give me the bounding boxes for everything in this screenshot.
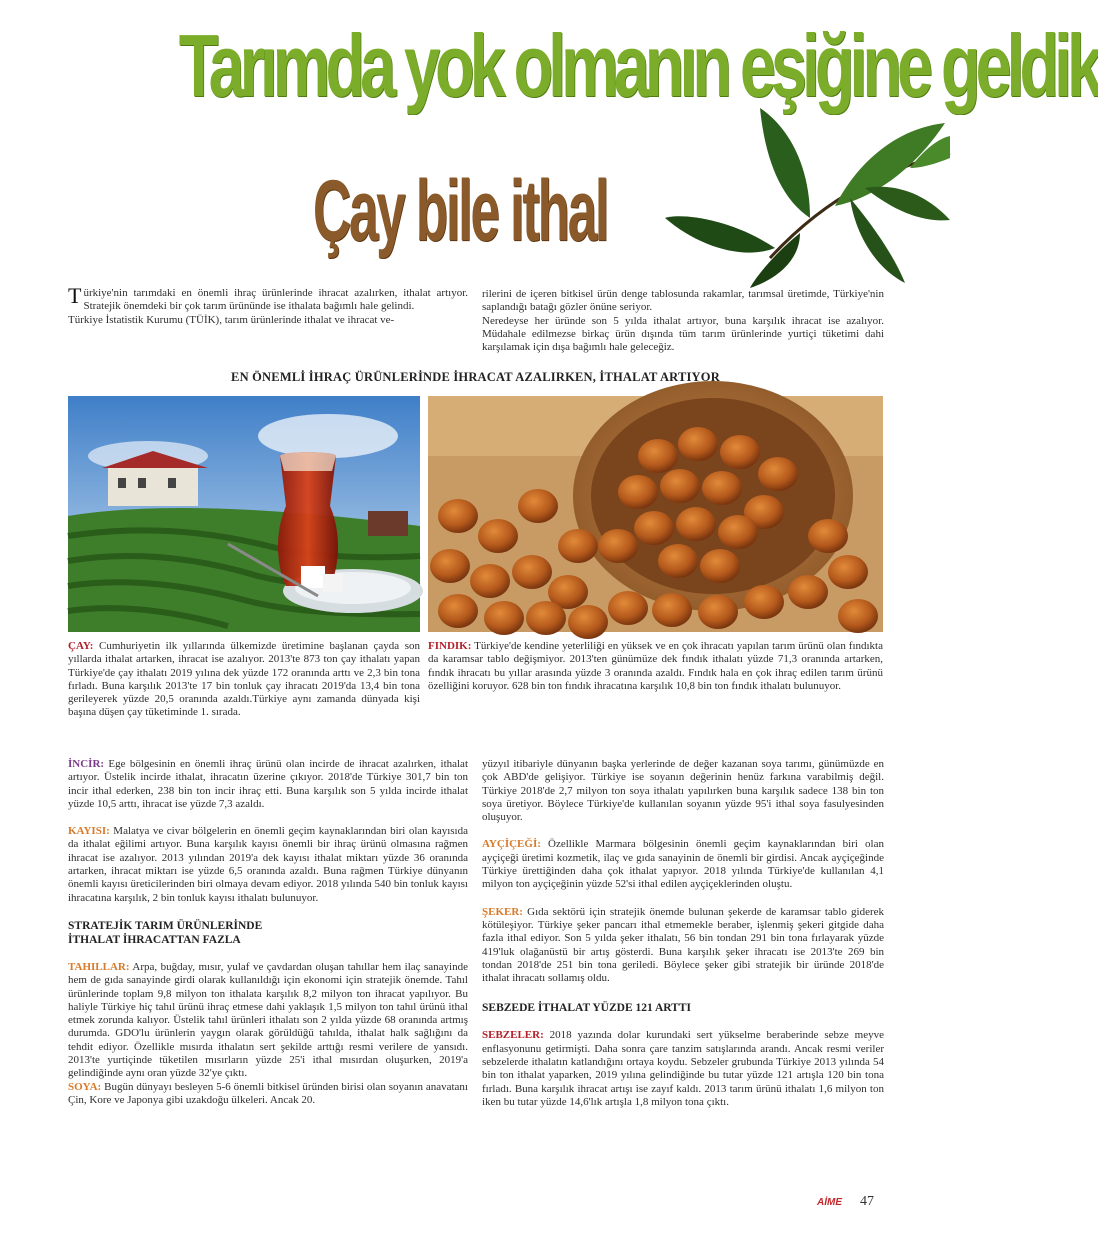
seker-text: Gıda sektörü için stratejik önemde bulunan şekerde de karamsar tablo giderek kötüleşiyor. Türkiye şeker pancarı ithal etmemekle beraber, işlenmiş şekeri gitgide daha fazla ithal ediyor. Son 5 yılda şeker ithalatı, 56 bin tondan 291 bin tona fırlayarak yüzde 419'luk olağanüstü bir artış gösterdi. Buna karşılık şeker ihracatı ise 2013'te 269 bin tondan 2018'de 251 bin tona geriledi. Böylece şeker gibi stratejik bir üründe 2018'de ithalat ihracatı sollamış oldu. (482, 905, 884, 985)
strategic-title-line1: STRATEJİK TARIM ÜRÜNLERİNDE (68, 919, 263, 932)
right-column (482, 758, 884, 1109)
tahillar-text: Arpa, buğday, mısır, yulaf ve çavdardan oluşan tahıllar hem ilaç sanayinde hem de gıda sanayinde girdi olarak kullanıldığı için ekonomi için stratejik önemde. Tahıl ürünlerinde toplam 9,8 milyon ton ithalata karşılık 8,2 milyon ton ihracat yapılıyor. Bu haliyle Türkiye hiç tahıl ürünü ihraç etmese dahi yaklaşık 1,5 milyon ton tahıl ürünü ithal etmek zorunda kalıyor. Üstelik tahıl ürünleri ithalatı son 2 yılda yüzde 68 oranında artmış durumda. GDO'lu ürünlerin yaygın olarak görüldüğü tahılda, ithalat halk sağlığını da tehdit ediyor. Özellikle mısırda ithalatın sert şekilde arttığı resmi verilere de yansıdı. 2013'te yurtiçinde tüketilen mısırların yüzde 25'i ithal mısırdan oluşurken, 2019'a gelindiğinde aynı oran yüzde 32'ye çıktı. (68, 960, 468, 1080)
intro-right-p1: rilerini de içeren bitkisel ürün denge tablosunda rakamlar, tarımsal üretimde, Türkiye'nin saplandığı batağı gözler önüne seriyor. (482, 288, 884, 314)
subheadline: Çay bile ithal (312, 163, 608, 259)
drop-cap: T (68, 283, 82, 308)
soya-continued: yüzyıl itibariyle dünyanın başka yerlerinde de değer kazanan soya tarımı, günümüzde en çok ABD'de gelişiyor. Türkiye ise soyanın değerinin henüz farkına varabilmiş değil. Türkiye 2018'de 2,7 milyon ton soya ithalatı yapılırken buna karşılık sadece 138 bin ton soya üretiyor. Böylece Türkiye'de kullanılan soyanın yüzde 95'i ithal soya fasulyesinden oluşuyor. (482, 758, 884, 824)
tea-glass-plantation-photo (68, 396, 420, 632)
sebze-title: SEBZEDE İTHALAT YÜZDE 121 ARTTI (482, 1002, 691, 1015)
incir-text: Ege bölgesinin en önemli ihraç ürünü olan incirde de ihracat azalırken, ithalat artıyor. Üstelik incirde ithalat, ihracatın üzerine çıkıyor. 2018'de Türkiye 301,7 bin ton incir ithal ederken, 238 bin ton incir ihraç etti. Buna karşılık son 5 yılda incirde ithalat yüzde 10,5 arttı, ihracat ise yüzde 7,3 azaldı. (68, 758, 468, 810)
soya-label: SOYA: (68, 1080, 102, 1093)
headline: Tarımda yok olmanın eşiğine geldik (178, 16, 1098, 115)
findik-text: Türkiye'de kendine yeterliliği en yüksek ve en çok ihracatı yapılan tarım ürünü olan fındıkta da karamsar tablo değişmiyor. 2013'ten günümüze dek fındık ithalatı yüzde 71,3 oranında artarken, fındık ihracatı bu yıllar arasında yüzde 3 oranında azaldı. Fındık hala en çok ihraç edilen tarım ürünü özelliğini koruyor. 628 bin ton fındık ihracatına karşılık 10,8 bin ton fındık ithalatı bulunuyor. (428, 640, 883, 692)
incir-label: İNCİR: (68, 758, 105, 770)
caption-findik (428, 640, 883, 693)
soya-text: Bugün dünyayı besleyen 5-6 önemli bitkisel üründen birisi olan soyanın anavatanı Çin, Kore ve Japonya gibi uzakdoğu ülkeleri. Ancak 20. (68, 1080, 468, 1106)
magazine-logo: AİME (817, 1197, 842, 1208)
section-title: EN ÖNEMLİ İHRAÇ ÜRÜNLERİNDE İHRACAT AZALIRKEN, İTHALAT ARTIYOR (231, 370, 720, 384)
intro-left (68, 283, 468, 327)
seker-label: ŞEKER: (482, 905, 523, 918)
sebzeler-label: SEBZELER: (482, 1029, 544, 1042)
kayisi-text: Malatya ve civar bölgelerin en önemli geçim kaynaklarından biri olan kayısıda da ithalat eğilimi artıyor. Buna karşılık kayısı önemli bir ihraç ürünü olmasına rağmen ihracat ise azalıyor. 2013 yılından 2019'a dek kayısı ithalat miktarı yüzde 36 oranında artarken, ihracat miktarı ise yüzde 6,5 oranında azaldı. Buna rağmen Türkiye dünyanın önemli kayısı üreticilerinden biri olmaya devam ediyor. 2018 yılında 540 bin tonluk kayısı ihracatına karşılık, 2 bin tonluk kayısı ithalatı bulunuyor. (68, 825, 468, 904)
aycicegi-text: Özellikle Marmara bölgesinin önemli geçim kaynaklarından biri olan ayçiçeği üretimi kozmetik, ilaç ve gıda sanayinin de önemli bir girdisi. Ancak ayçiçeğinde Türkiye ürettiğinden daha çok ithalat yapıyor. 2018 yılında Türkiye'de kullanılan 4,1 milyon ton ayçiçeğinin yüzde 52'si ithal edilen ayçiçeklerinden oluştu. (482, 838, 884, 891)
olive-leaves-icon (660, 98, 950, 288)
intro-right (482, 288, 884, 354)
cay-label: ÇAY: (68, 640, 94, 652)
intro-left-p2: Türkiye İstatistik Kurumu (TÜİK), tarım ürünlerinde ithalat ve ihracat ve- (68, 313, 395, 326)
intro-left-p1: ürkiye'nin tarımdaki en önemli ihraç ürünlerinde ihracat azalırken, ithalat artıyor. Stratejik önemdeki bir çok tarım ürününde ise ithalata bağımlı hale gelindi. (83, 287, 468, 313)
page-number: 47 (860, 1194, 874, 1209)
findik-label: FINDIK: (428, 640, 472, 652)
kayisi-label: KAYISI: (68, 825, 110, 838)
left-column (68, 758, 468, 1107)
sebzeler-text: 2018 yazında dolar kurundaki sert yükselme beraberinde sebze meyve enflasyonunu getirmişti. Daha sonra çare tanzim satışlarında arandı. Ancak resmi veriler sebzelerde ithalatın katlandığını ortaya koydu. Sebzeler grubunda Türkiye 2013 yılında 54 bin ton ithalat yaparken, 2019 yılına gelindiğinde bu tutar yüzde 121 artışla 120 bin tona fırladı. Buna karşılık ihracat artışı ise zayıf kaldı. 2013 tarım ürünü ithalatı 1,6 milyon ton iken bu tutar yüzde 14,6'lık artışla 1,8 milyon tona çıktı. (482, 1029, 884, 1108)
cay-text: Cumhuriyetin ilk yıllarında ülkemizde üretimine başlanan çayda son yıllarda ithalat artarken, ihracat ise azalıyor. 2013'te 873 ton çay ithalatı yapan Türkiye'de çay ithalatı 2019 yılına dek yüzde 172 oranında arttı ve 2,3 bin tona fırladı. Buna karşılık 2013'te 17 bin tonluk çay ihracatı 2019'da 13,4 bin tona gerileyerek yüzde 20,5 oranında azaldı.Türkiye aynı zamanda dünyada kişi başına düşen çay tüketiminde 1. sırada. (68, 640, 420, 719)
aycicegi-label: AYÇİÇEĞİ: (482, 838, 541, 851)
caption-cay (68, 640, 420, 720)
hazelnut-bowl-photo (428, 396, 883, 632)
strategic-title-line2: İTHALAT İHRACATTAN FAZLA (68, 933, 241, 946)
intro-right-p2: Neredeyse her üründe son 5 yılda ithalat artıyor, buna karşılık ihracat ise azalıyor. Müdahale edilmezse birkaç ürün dışında tüm tarım ürünlerinde yurtiçi tüketimi dahi karşılamak için dışa bağımlı hale geleceğiz. (482, 314, 884, 354)
tahillar-label: TAHILLAR: (68, 960, 130, 973)
